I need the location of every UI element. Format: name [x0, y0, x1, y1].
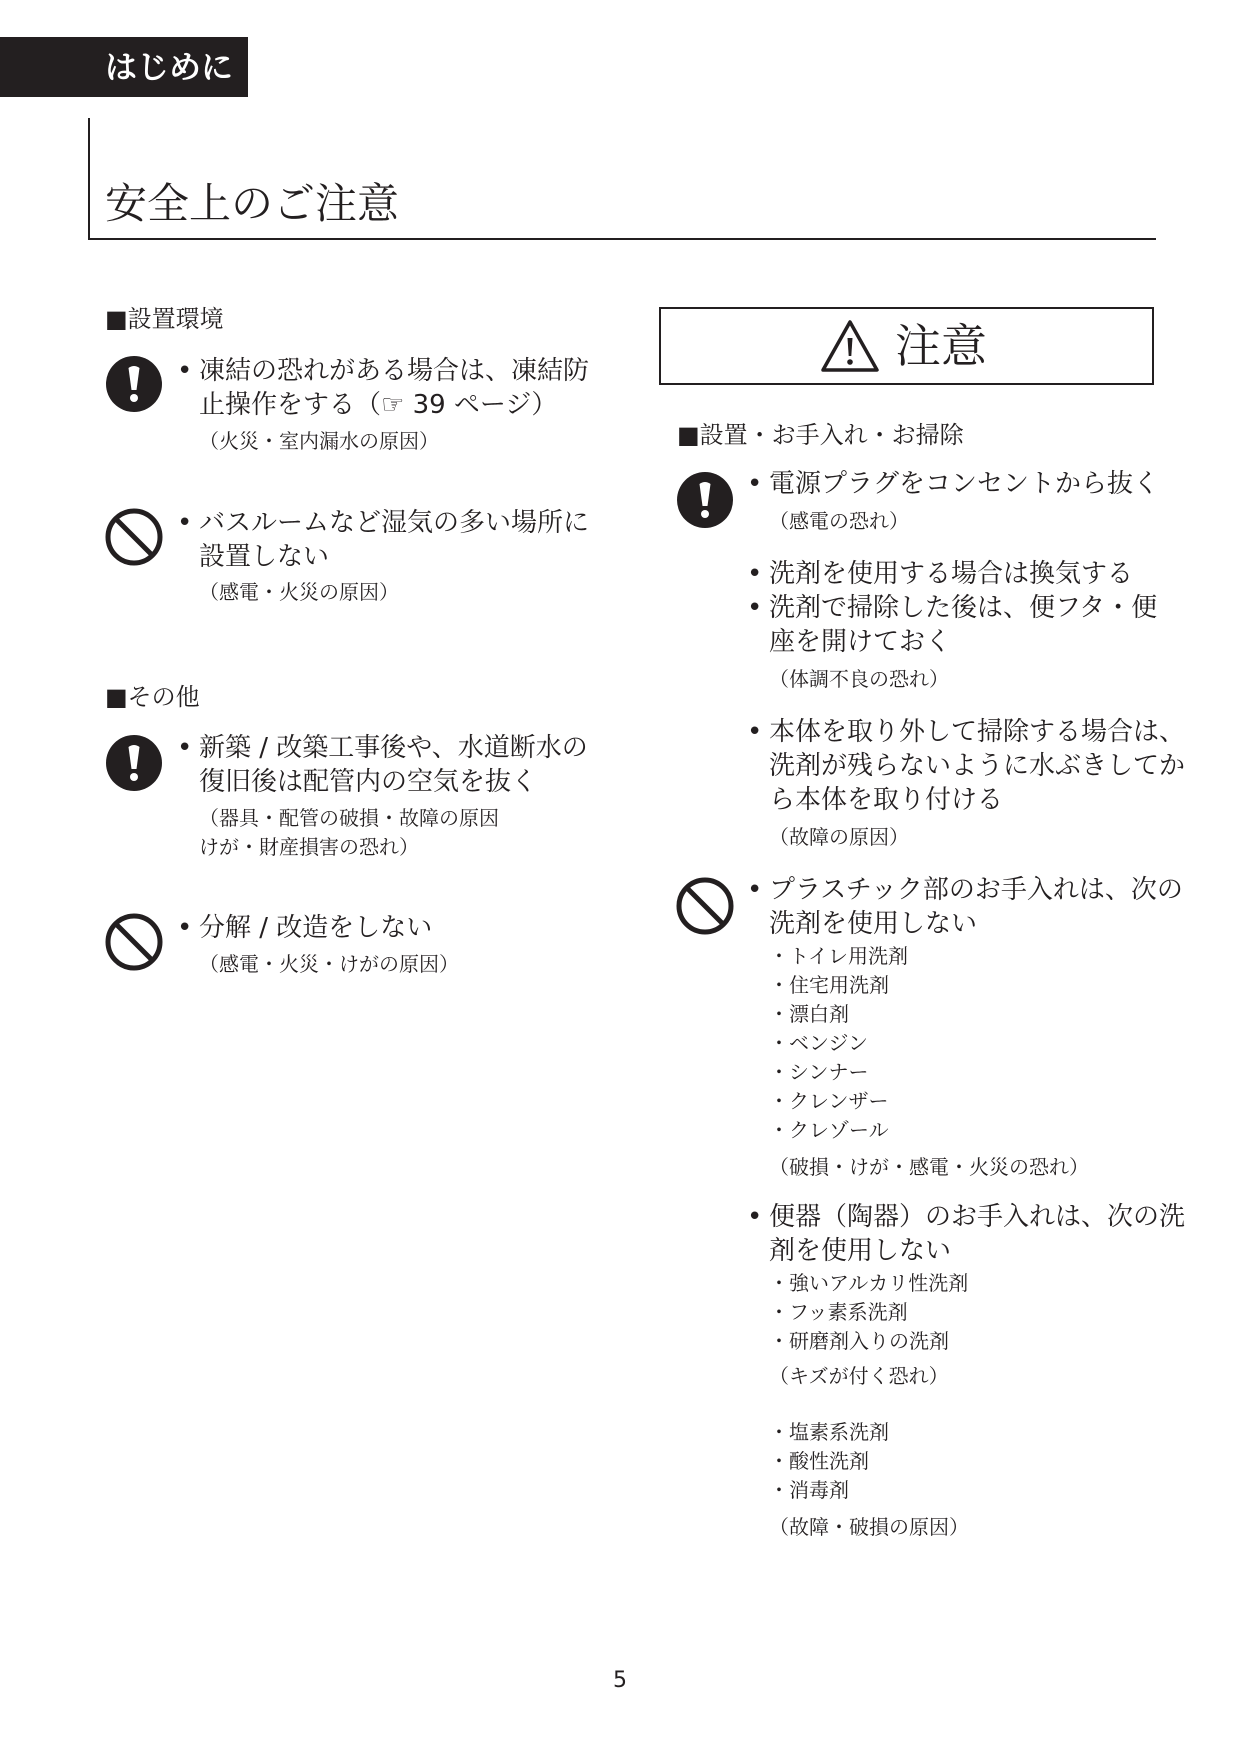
item-text: 洗剤で掃除した後は、便フタ・便	[769, 593, 1158, 623]
detergent-list-item: ・ベンジン	[769, 1031, 868, 1055]
page-title: 安全上のご注意	[105, 179, 400, 228]
bullet-dot: •	[747, 559, 763, 589]
cause-note: （故障・破損の原因）	[769, 1515, 969, 1539]
section-heading-other: ■その他	[105, 683, 200, 711]
cause-note: （感電・火災・けがの原因）	[199, 952, 459, 976]
item-text-continued: 止操作をする（☞ 39 ページ）	[199, 390, 558, 420]
item-text: 便器（陶器）のお手入れは、次の洗	[769, 1202, 1186, 1232]
cause-note: （体調不良の恐れ）	[769, 667, 949, 691]
item-text-continued: 復旧後は配管内の空気を抜く	[199, 767, 538, 797]
detergent-list-item: ・クレンザー	[769, 1089, 889, 1113]
bullet-item	[177, 354, 589, 388]
cause-note: （故障の原因）	[769, 825, 909, 849]
mandatory-icon	[675, 470, 735, 530]
bullet-dot: •	[177, 913, 193, 943]
detergent-list-item: ・住宅用洗剤	[769, 973, 889, 997]
cause-note: （キズが付く恐れ）	[769, 1364, 949, 1388]
section-heading-installation-environment: ■設置環境	[105, 305, 224, 333]
detergent-list-item: ・強いアルカリ性洗剤	[769, 1271, 969, 1295]
mandatory-icon	[104, 354, 164, 414]
bullet-item	[747, 557, 1133, 591]
item-text: 電源プラグをコンセントから抜く	[769, 469, 1160, 499]
title-vertical-rule	[88, 118, 90, 240]
item-text: プラスチック部のお手入れは、次の	[769, 875, 1183, 905]
cause-note: （火災・室内漏水の原因）	[199, 429, 439, 453]
cause-note: （器具・配管の破損・故障の原因	[199, 806, 499, 830]
prohibition-icon	[675, 876, 735, 936]
cause-note: （感電の恐れ）	[769, 509, 909, 533]
bullet-item	[747, 591, 1157, 625]
bullet-item	[747, 715, 1185, 749]
bullet-dot: •	[747, 593, 763, 623]
detergent-list-item: ・漂白剤	[769, 1002, 849, 1026]
bullet-dot: •	[747, 469, 763, 499]
bullet-dot: •	[177, 356, 193, 386]
detergent-list-item: ・研磨剤入りの洗剤	[769, 1329, 949, 1353]
detergent-list-item: ・トイレ用洗剤	[769, 944, 908, 968]
cause-note: （破損・けが・感電・火災の恐れ）	[769, 1155, 1089, 1179]
bullet-dot: •	[177, 733, 193, 763]
bullet-item	[177, 731, 588, 765]
bullet-dot: •	[177, 508, 193, 538]
item-text-continued: 剤を使用しない	[769, 1236, 952, 1266]
bullet-dot: •	[747, 1202, 763, 1232]
detergent-list-item: ・フッ素系洗剤	[769, 1300, 908, 1324]
item-text-continued: 設置しない	[199, 542, 330, 572]
cause-note: けが・財産損害の恐れ）	[199, 835, 419, 859]
item-text: 凍結の恐れがある場合は、凍結防	[199, 356, 590, 386]
prohibition-icon	[104, 912, 164, 972]
item-text-continued: 洗剤が残らないように水ぶきしてか	[769, 751, 1186, 781]
bullet-item	[747, 467, 1159, 501]
warning-triangle-icon	[820, 318, 880, 374]
detergent-list-item: ・酸性洗剤	[769, 1449, 869, 1473]
item-text-continued: ら本体を取り付ける	[769, 785, 1004, 815]
detergent-list-item: ・塩素系洗剤	[769, 1420, 889, 1444]
bullet-item	[177, 506, 589, 540]
item-text-continued: 座を開けておく	[769, 627, 952, 657]
bullet-item	[747, 873, 1183, 907]
detergent-list-item: ・シンナー	[769, 1060, 869, 1084]
item-text: 分解 / 改造をしない	[199, 913, 433, 943]
section-heading-installation-care-cleaning: ■設置・お手入れ・お掃除	[677, 421, 964, 449]
bullet-dot: •	[747, 875, 763, 905]
prohibition-icon	[104, 507, 164, 567]
page-number: 5	[613, 1668, 627, 1693]
title-underline	[88, 238, 1156, 240]
bullet-item	[177, 911, 432, 945]
cause-note: （感電・火災の原因）	[199, 580, 399, 604]
bullet-item	[747, 1200, 1185, 1234]
caution-label: 注意	[895, 319, 987, 373]
item-text: 新築 / 改築工事後や、水道断水の	[199, 733, 588, 763]
section-tab: はじめに	[0, 37, 248, 97]
item-text-continued: 洗剤を使用しない	[769, 909, 978, 939]
bullet-dot: •	[747, 717, 763, 747]
detergent-list-item: ・消毒剤	[769, 1478, 849, 1502]
item-text: 洗剤を使用する場合は換気する	[769, 559, 1134, 589]
item-text: バスルームなど湿気の多い場所に	[199, 508, 590, 538]
item-text: 本体を取り外して掃除する場合は、	[769, 717, 1186, 747]
mandatory-icon	[104, 733, 164, 793]
detergent-list-item: ・クレゾール	[769, 1118, 889, 1142]
